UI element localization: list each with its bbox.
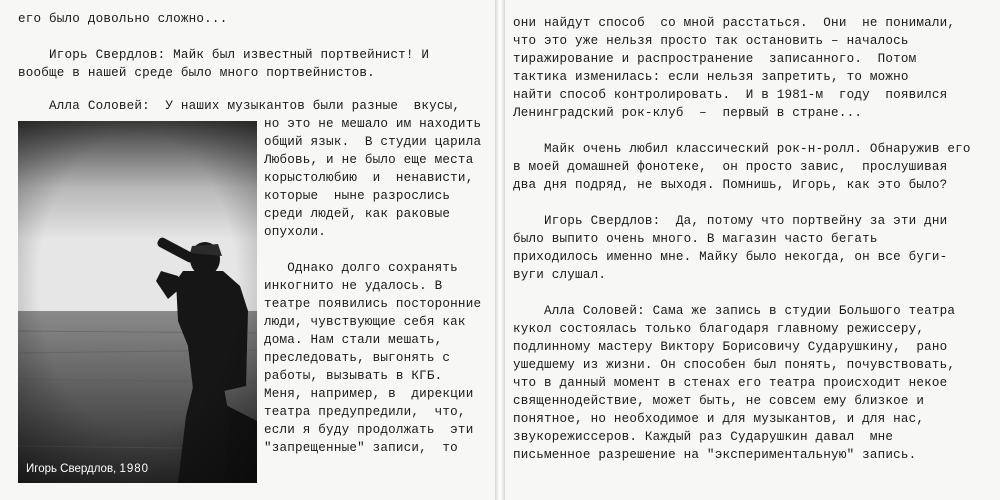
text-line: было выпито очень много. В магазин часто бегать <box>513 232 878 246</box>
text-line: Майк очень любил классический рок-н-ролл. Обнаружив его <box>513 142 971 156</box>
text-line: среди людей, как раковые <box>264 207 451 221</box>
text-line: они найдут способ со мной расстаться. Они не понимали, <box>513 16 956 30</box>
text-line: Игорь Свердлов: Майк был известный портвейнист! И <box>18 48 430 62</box>
text-line: театре появились посторонние <box>264 297 482 311</box>
text-line: "запрещенные" записи, то <box>264 441 458 455</box>
text-line: если я буду продолжать эти <box>264 423 474 437</box>
text-line: Любовь, и не было еще места <box>264 153 474 167</box>
text-line: которые ныне разрослись <box>264 189 451 203</box>
text-line: кукол состоялась только благодаря главному режиссеру, <box>513 322 925 336</box>
text-line: люди, чувствующие себя как <box>264 315 466 329</box>
text-line: понятное, но необходимое и для музыкантов, и для нас, <box>513 412 925 426</box>
text-line: Алла Соловей: У наших музыкантов были разные вкусы, <box>18 99 461 113</box>
right-page <box>505 0 1000 500</box>
text-line: ушедшему из жизни. Он способен был понять, почувствовать, <box>513 358 956 372</box>
text-line: работы, вызывать в КГБ. <box>264 369 443 383</box>
book-gutter <box>495 0 505 500</box>
text-line: тактика изменилась: если нельзя запретить, то можно <box>513 70 909 84</box>
text-line: но это не мешало им находить <box>264 117 482 131</box>
text-line: общий язык. В студии царила <box>264 135 482 149</box>
text-line: тиражирование и распространение записанного. Потом <box>513 52 917 66</box>
text-line: театра предупредили, что, <box>264 405 466 419</box>
text-line: преследовать, выгонять с <box>264 351 451 365</box>
text-line: подлинному мастеру Виктору Борисовичу Сударушкину, рано <box>513 340 948 354</box>
text-line: его было довольно сложно... <box>18 12 228 26</box>
text-line: что в данный момент в стенах его театра происходит некое <box>513 376 948 390</box>
text-line: опухоли. <box>264 225 327 239</box>
text-line: вуги слушал. <box>513 268 607 282</box>
caption-name: Игорь Свердлов, <box>26 463 117 475</box>
text-line: найти способ контролировать. И в 1981-м году появился <box>513 88 948 102</box>
text-line: корыстолюбию и ненависти, <box>264 171 474 185</box>
text-line: письменное разрешение на "экспериментальную" запись. <box>513 448 917 462</box>
text-line: вообще в нашей среде было много портвейнистов. <box>18 66 375 80</box>
text-line: два дня подряд, не выходя. Помнишь, Игорь, как это было? <box>513 178 948 192</box>
text-line: инкогнито не удалось. В <box>264 279 443 293</box>
text-line: дома. Нам стали мешать, <box>264 333 443 347</box>
text-line: Однако долго сохранять <box>264 261 458 275</box>
text-line: священнодействие, может быть, не совсем ему близкое и <box>513 394 925 408</box>
text-line: Ленинградский рок-клуб – первый в стране... <box>513 106 863 120</box>
text-line: в моей домашней фонотеке, он просто завис, прослушивая <box>513 160 948 174</box>
text-line: что это уже нельзя просто так остановить – началось <box>513 34 909 48</box>
photo-image <box>18 121 257 483</box>
caption-year: 1980 <box>119 463 150 475</box>
photo-igor-sverdlov <box>18 121 257 483</box>
text-line: приходилось именно мне. Майку было некогда, он все буги- <box>513 250 948 264</box>
photo-caption <box>26 463 149 475</box>
left-page <box>0 0 495 500</box>
text-line: звукорежиссеров. Каждый раз Сударушкин давал мне <box>513 430 894 444</box>
text-line: Алла Соловей: Сама же запись в студии Большого театра <box>513 304 956 318</box>
text-line: Игорь Свердлов: Да, потому что портвейну за эти дни <box>513 214 948 228</box>
text-line: Меня, например, в дирекции <box>264 387 474 401</box>
